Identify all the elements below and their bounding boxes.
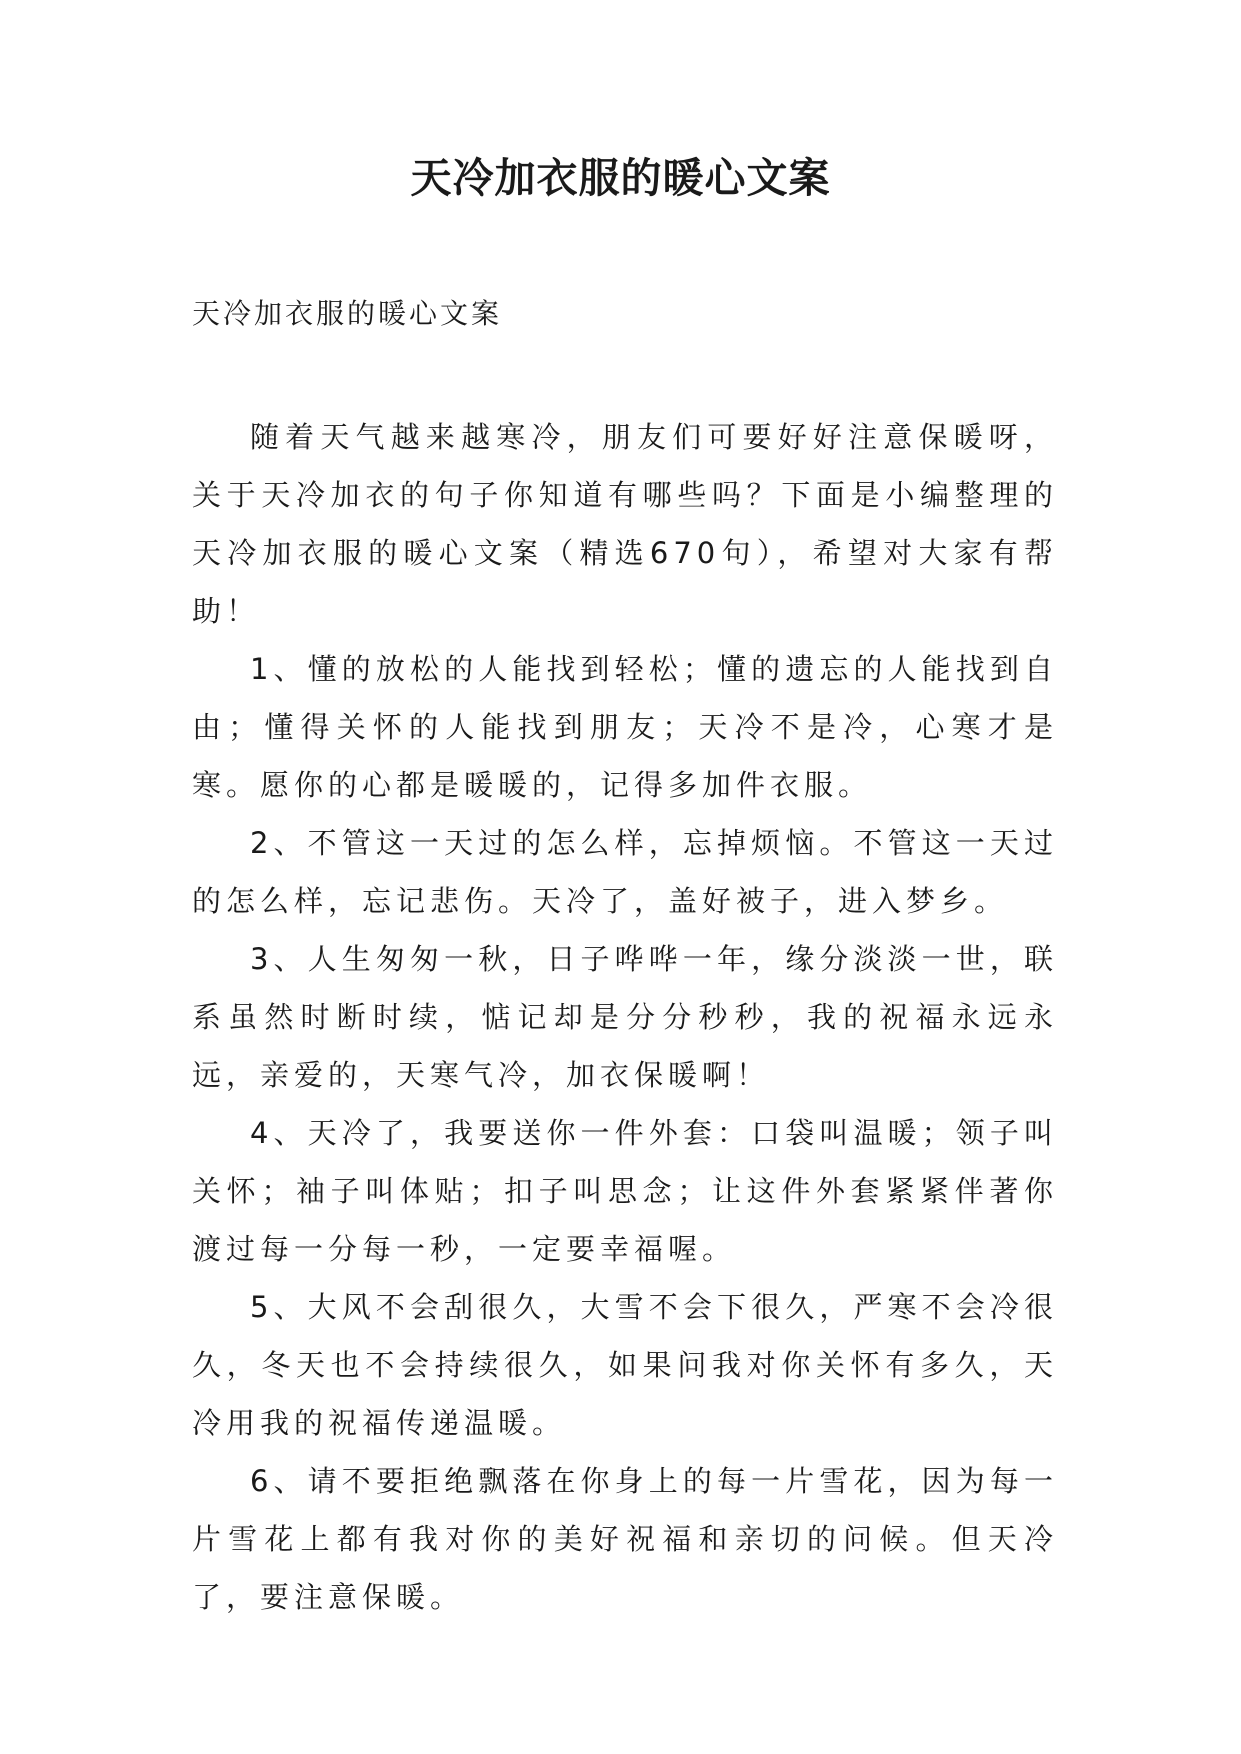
paragraph-item-1: 1、懂的放松的人能找到轻松；懂的遗忘的人能找到自由；懂得关怀的人能找到朋友；天冷不是冷，心寒才是寒。愿你的心都是暖暖的，记得多加件衣服。 bbox=[192, 652, 1058, 802]
paragraph-intro: 随着天气越来越寒冷，朋友们可要好好注意保暖呀，关于天冷加衣的句子你知道有哪些吗？下面是小编整理的天冷加衣服的暖心文案（精选670句），希望对大家有帮助！ bbox=[192, 420, 1058, 628]
paragraph-item-3: 3、人生匆匆一秋，日子哗哗一年，缘分淡淡一世，联系虽然时断时续，惦记却是分分秒秒，我的祝福永远永远，亲爱的，天寒气冷，加衣保暖啊！ bbox=[192, 942, 1058, 1092]
paragraph-item-2: 2、不管这一天过的怎么样，忘掉烦恼。不管这一天过的怎么样，忘记悲伤。天冷了，盖好被子，进入梦乡。 bbox=[192, 826, 1058, 918]
paragraph-item-5: 5、大风不会刮很久，大雪不会下很久，严寒不会冷很久，冬天也不会持续很久，如果问我对你关怀有多久，天冷用我的祝福传递温暖。 bbox=[192, 1290, 1058, 1440]
paragraph-item-4: 4、天冷了，我要送你一件外套：口袋叫温暖；领子叫关怀；袖子叫体贴；扣子叫思念；让这件外套紧紧伴著你渡过每一分每一秒，一定要幸福喔。 bbox=[192, 1116, 1058, 1266]
paragraph-item-6: 6、请不要拒绝飘落在你身上的每一片雪花，因为每一片雪花上都有我对你的美好祝福和亲切的问候。但天冷了，要注意保暖。 bbox=[192, 1464, 1058, 1614]
document-body bbox=[192, 408, 1058, 1626]
document-title: 天冷加衣服的暖心文案 bbox=[410, 154, 831, 202]
document-subtitle: 天冷加衣服的暖心文案 bbox=[192, 297, 503, 330]
